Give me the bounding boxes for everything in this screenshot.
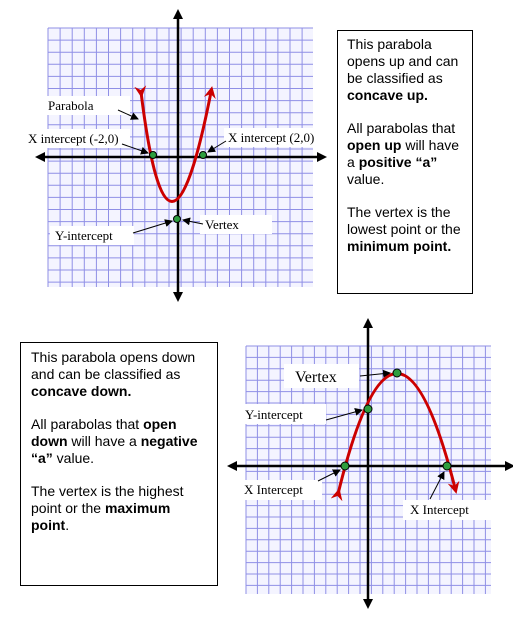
top-x-intercept-left-label: X intercept (-2,0): [28, 131, 119, 146]
bottom-graph: [232, 323, 510, 604]
top-desc-paragraph-2: All parabolas that open up will have a positive “a” value.: [347, 120, 460, 187]
top-y-intercept-label: Y-intercept: [55, 228, 113, 243]
bottom-y-intercept-point: [364, 405, 372, 413]
top-x-intercept-left-point: [150, 152, 157, 159]
bottom-desc-paragraph-3: The vertex is the highest point or the maximum point.: [31, 483, 184, 533]
top-desc-paragraph-1: This parabola opens up and can be classified as concave up.: [347, 36, 459, 103]
bottom-desc-paragraph-1: This parabola opens down and can be classified as concave down.: [31, 349, 196, 399]
top-parabola-label: Parabola: [48, 98, 94, 113]
top-x-intercept-right-label: X intercept (2,0): [228, 130, 315, 145]
bottom-x-intercept-right-point: [443, 462, 451, 470]
bottom-description-box: [20, 342, 218, 586]
bottom-vertex-point: [393, 369, 401, 377]
top-vertex-label: Vertex: [205, 217, 239, 232]
bottom-vertex-label: Vertex: [295, 369, 337, 386]
bottom-y-intercept-label: Y-intercept: [245, 407, 303, 422]
bottom-x-intercept-left-point: [341, 462, 349, 470]
top-x-intercept-right-point: [200, 152, 207, 159]
bottom-x-intercept-right-label: X Intercept: [410, 502, 469, 517]
top-description-box: [337, 30, 473, 294]
top-desc-paragraph-3: The vertex is the lowest point or the minimum point.: [347, 204, 461, 254]
bottom-x-intercept-left-label: X Intercept: [244, 482, 303, 497]
bottom-desc-paragraph-2: All parabolas that open down will have a negative “a” value.: [31, 416, 198, 466]
top-vertex-point: [174, 216, 181, 223]
top-graph: [26, 14, 332, 297]
